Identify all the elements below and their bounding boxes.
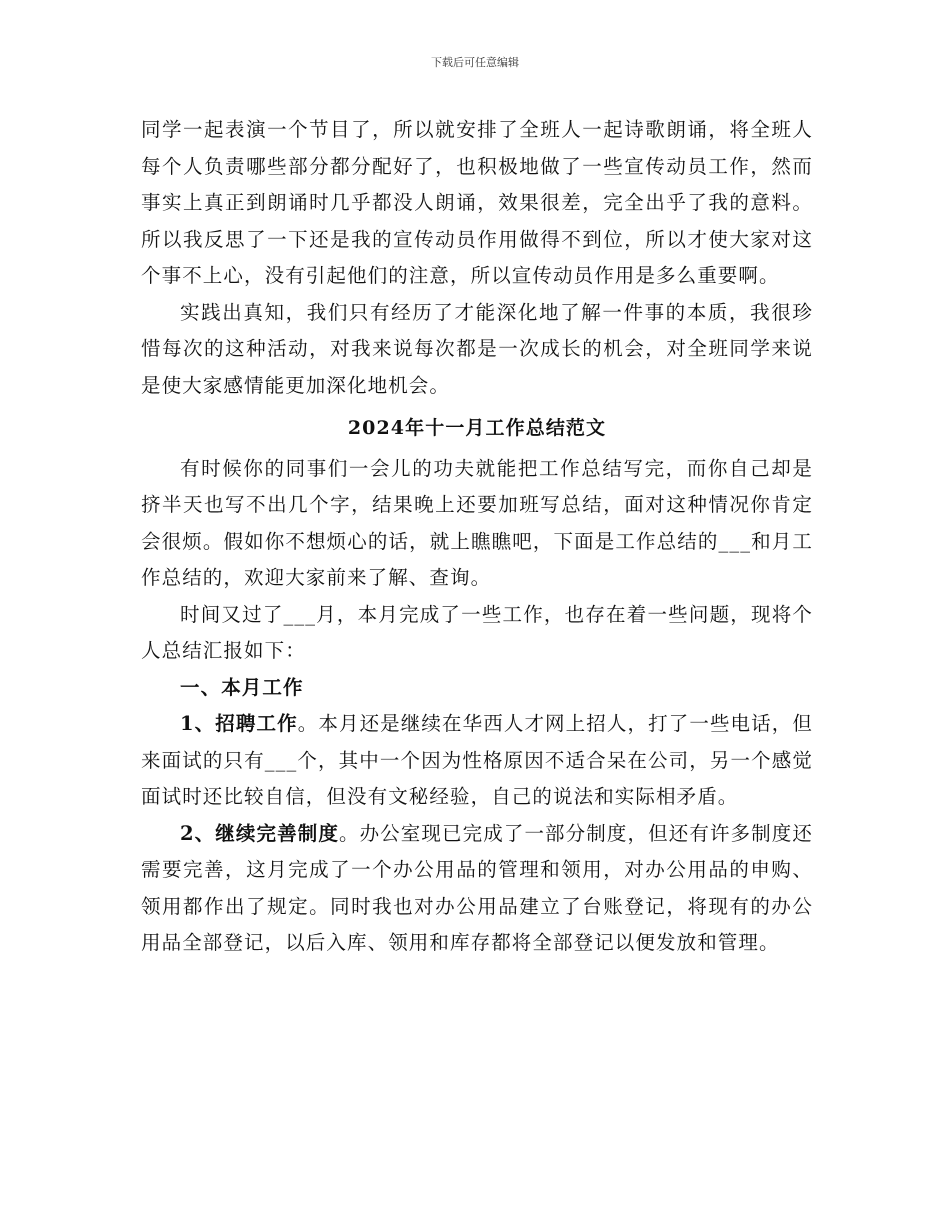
list-item-recruiting	[141, 706, 813, 816]
document-title: 2024年十一月工作总结范文	[347, 417, 607, 439]
section-heading: 一、本月工作	[180, 675, 304, 699]
paragraph-4: 时间又过了___月，本月完成了一些工作，也存在着一些问题，现将个人总结汇报如下：	[141, 602, 813, 662]
paragraph-2: 实践出真知，我们只有经历了才能深化地了解一件事的本质，我很珍惜每次的这种活动，对我来说每次都是一次成长的机会，对全班同学来说是使大家感情能更加深化地机会。	[141, 300, 813, 397]
item-label-recruiting: 1、招聘工作	[180, 712, 298, 735]
list-item-system	[141, 816, 813, 962]
paragraph-1: 同学一起表演一个节目了，所以就安排了全班人一起诗歌朗诵，将全班人每个人负责哪些部分都分配好了，也积极地做了一些宣传动员工作，然而事实上真正到朗诵时几乎都没人朗诵，效果很差，完全出乎了我的意料。所以我反思了一下还是我的宣传动员作用做得不到位，所以才使大家对这个事不上心，没有引起他们的注意，所以宣传动员作用是多么重要啊。	[141, 118, 813, 287]
page-header: 下载后可任意编辑	[431, 56, 519, 69]
item-text-system: 。办公室现已完成了一部分制度，但还有许多制度还需要完善，这月完成了一个办公用品的管理和领用，对办公用品的申购、领用都作出了规定。同时我也对办公用品建立了台账登记，将现有的办公用品全部登记，以后入库、领用和库存都将全部登记以便发放和管理。	[141, 821, 813, 954]
item-label-system: 2、继续完善制度	[180, 821, 339, 845]
item-text-recruiting: 。本月还是继续在华西人才网上招人，打了一些电话，但来面试的只有___个，其中一个因为性格原因不适合呆在公司，另一个感觉面试时还比较自信，但没有文秘经验，自己的说法和实际相矛盾。	[141, 712, 813, 808]
paragraph-3: 有时候你的同事们一会儿的功夫就能把工作总结写完，而你自己却是挤半天也写不出几个字，结果晚上还要加班写总结，面对这种情况你肯定会很烦。假如你不想烦心的话，就上瞧瞧吧，下面是工作总结的___和月工作总结的，欢迎大家前来了解、查询。	[141, 456, 813, 589]
document-body	[141, 112, 813, 962]
